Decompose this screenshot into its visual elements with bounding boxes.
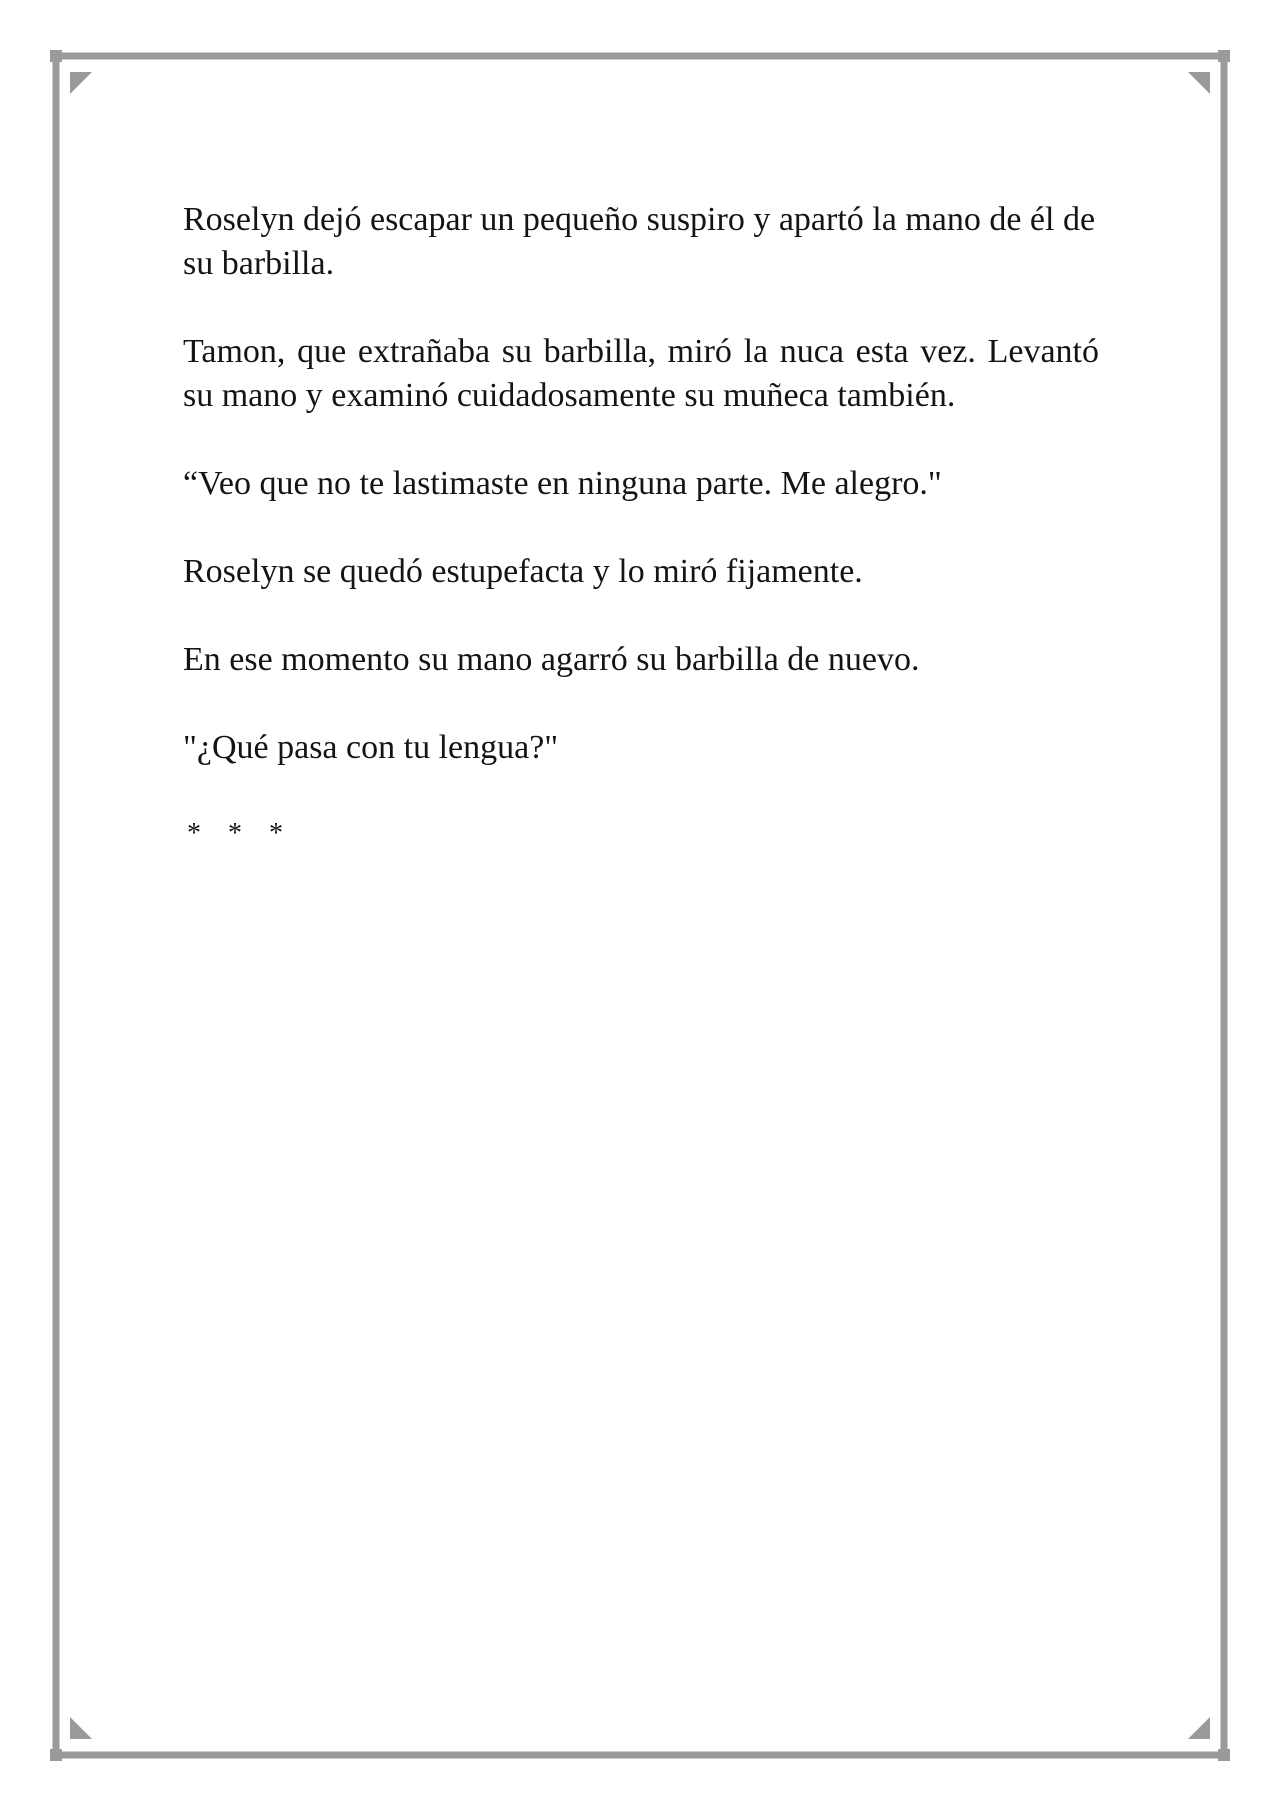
paragraph-6: "¿Qué pasa con tu lengua?"	[183, 729, 559, 766]
corner-triangle-top-left	[70, 72, 92, 94]
paragraph-4: Roselyn se quedó estupefacta y lo miró fijamente.	[183, 553, 863, 590]
scene-separator: * * *	[187, 818, 293, 849]
paragraph-5: En ese momento su mano agarró su barbilla de nuevo.	[183, 641, 920, 678]
corner-triangle-bottom-right	[1188, 1717, 1210, 1739]
paragraph-2: Tamon, que extrañaba su barbilla, miró la nuca esta vez. Levantó su mano y examinó cuidadosamente su muñeca también.	[183, 333, 1099, 414]
corner-square-bottom-left	[50, 1749, 62, 1761]
corner-triangle-top-right	[1188, 72, 1210, 94]
paragraph-3: “Veo que no te lastimaste en ninguna parte. Me alegro."	[183, 465, 942, 502]
paragraph-1: Roselyn dejó escapar un pequeño suspiro y apartó la mano de él de su barbilla.	[183, 201, 1096, 282]
corner-triangle-bottom-left	[70, 1717, 92, 1739]
corner-square-bottom-right	[1218, 1749, 1230, 1761]
corner-square-top-left	[50, 50, 62, 62]
page-body	[183, 198, 1099, 854]
corner-square-top-right	[1218, 50, 1230, 62]
